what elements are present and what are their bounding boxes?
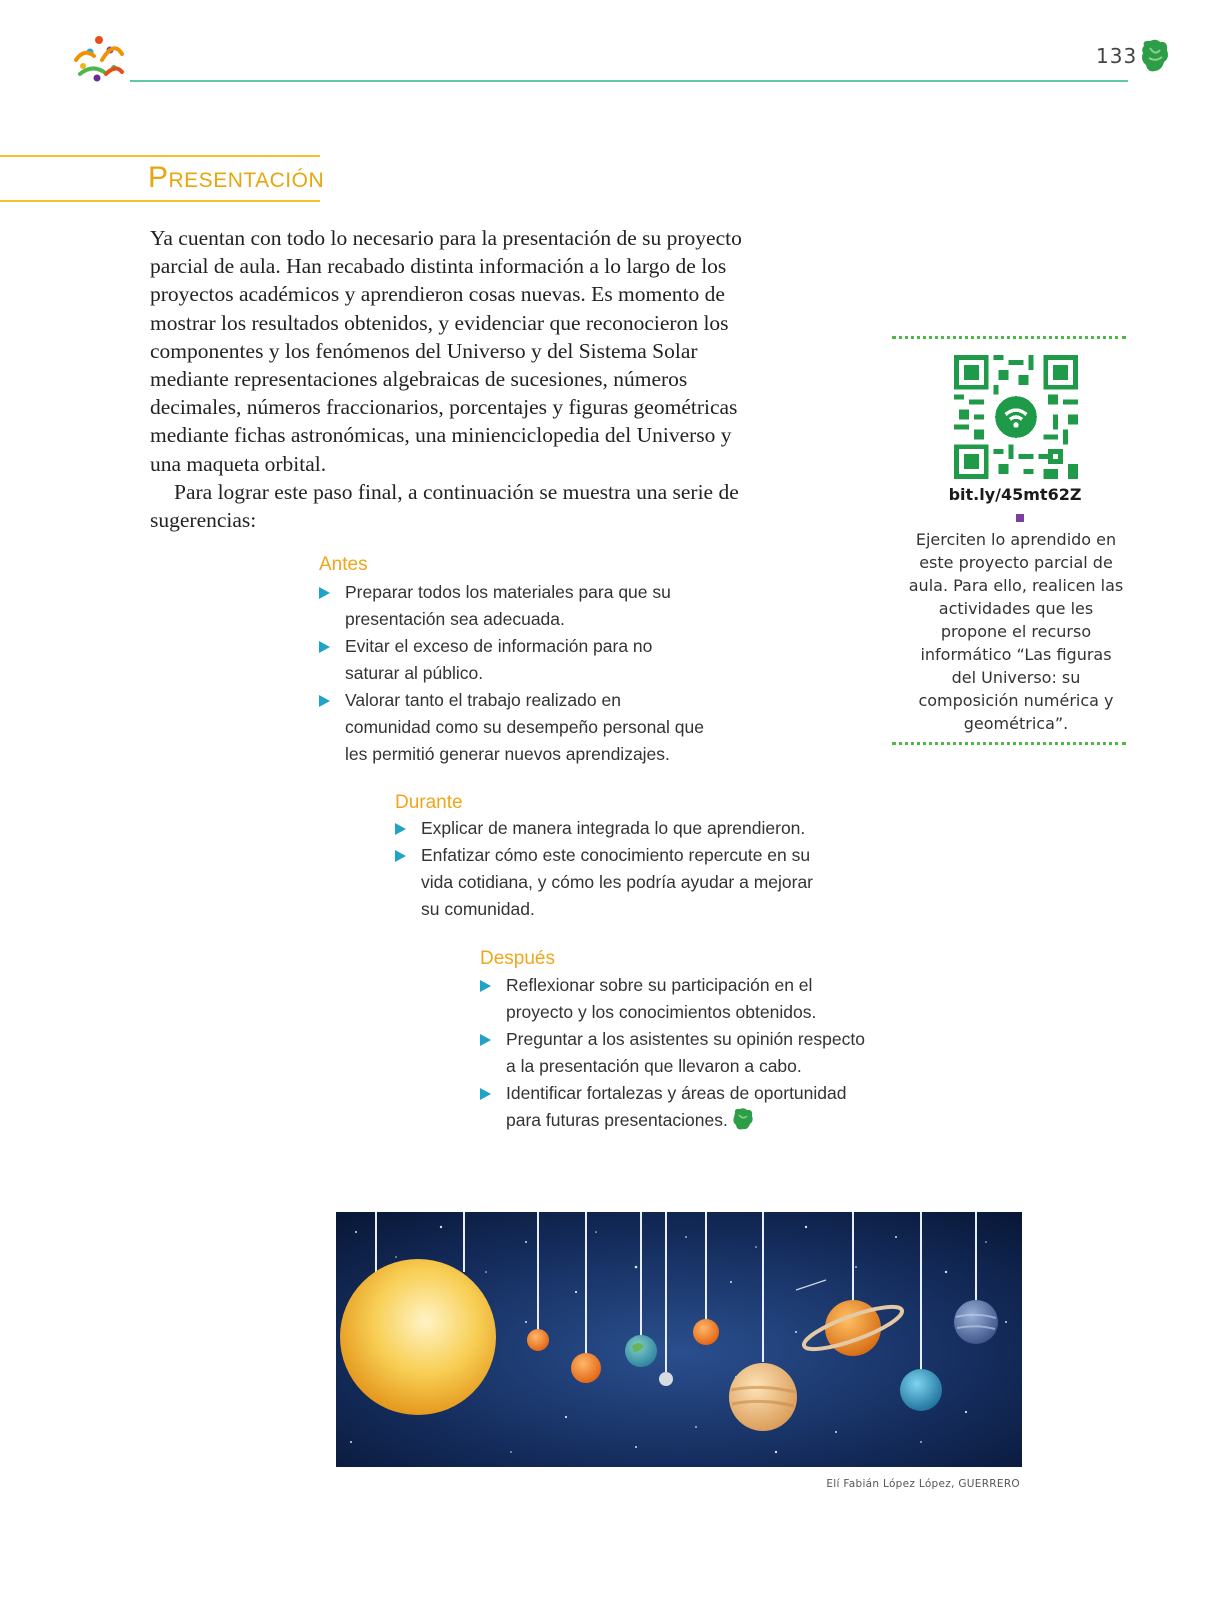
qr-code[interactable] — [954, 355, 1078, 479]
section-title: Presentación — [148, 161, 325, 194]
sidebar-divider-top — [892, 336, 1126, 339]
triangle-bullet-icon — [395, 823, 406, 835]
triangle-bullet-icon — [480, 1088, 491, 1100]
triangle-bullet-icon — [319, 587, 330, 599]
list-item-text: Preguntar a los asistentes su opinión respecto a la presentación que llevaron a cabo. — [506, 1029, 865, 1076]
antes-list — [317, 579, 707, 768]
logo-icon — [70, 30, 128, 86]
section-end-leaf-icon — [732, 1107, 754, 1131]
triangle-bullet-icon — [480, 1034, 491, 1046]
square-marker-icon — [1016, 514, 1024, 522]
sidebar-divider-bottom — [892, 742, 1126, 745]
list-item — [317, 579, 707, 633]
antes-heading: Antes — [319, 554, 368, 575]
durante-heading: Durante — [395, 792, 463, 813]
intro-paragraph: Ya cuentan con todo lo necesario para la presentación de su proyecto parcial de aula. Han recabado distinta información a lo largo de los proyectos académicos y aprendieron cosas nuevas. Es momento de mostrar los resultados obtenidos, y evidenciar que reconocieron los componentes y los fenómenos del Universo y del Sistema Solar mediante representaciones algebraicas de sucesiones, números decimales, números fraccionarios, porcentajes y figuras geométricas mediante fichas astronómicas, una minienciclopedia del Universo y una maqueta orbital. — [150, 226, 742, 476]
list-item-text: Enfatizar cómo este conocimiento repercute en su vida cotidiana, y cómo les podría ayudar a mejorar su comunidad. — [421, 845, 814, 919]
list-item — [317, 633, 707, 687]
leaf-emblem-icon — [1140, 38, 1170, 74]
sidebar-text: Ejerciten lo aprendido en este proyecto parcial de aula. Para ello, realicen las actividades que les propone el recurso informático “Las figuras del Universo: su composición numérica y geométrica”. — [908, 530, 1124, 733]
triangle-bullet-icon — [319, 641, 330, 653]
triangle-bullet-icon — [480, 980, 491, 992]
list-item-text: Identificar fortalezas y áreas de oportunidad para futuras presentaciones. — [506, 1083, 847, 1130]
triangle-bullet-icon — [319, 695, 330, 707]
list-item — [478, 1026, 878, 1080]
list-item — [317, 687, 707, 768]
list-item-text: Evitar el exceso de información para no saturar al público. — [345, 636, 653, 683]
solar-system-illustration — [336, 1212, 1022, 1467]
list-item-text: Reflexionar sobre su participación en el proyecto y los conocimientos obtenidos. — [506, 975, 817, 1022]
despues-heading: Después — [480, 948, 555, 969]
list-item — [478, 972, 878, 1026]
intro-paragraph: Para lograr este paso final, a continuación se muestra una serie de sugerencias: — [150, 480, 739, 533]
header-rule — [130, 80, 1128, 82]
list-item-text: Valorar tanto el trabajo realizado en comunidad como su desempeño personal que les permitió generar nuevos aprendizajes. — [345, 690, 704, 764]
durante-list — [393, 815, 833, 923]
short-link[interactable]: bit.ly/45mt62Z — [948, 485, 1082, 504]
title-rule-top — [0, 155, 320, 157]
despues-list — [478, 972, 878, 1134]
title-rule-bottom — [0, 200, 320, 202]
page-number: 133 — [1096, 44, 1138, 68]
image-credit: Elí Fabián López López, GUERRERO — [826, 1478, 1020, 1490]
list-item — [478, 1080, 878, 1134]
list-item — [393, 815, 833, 842]
list-item-text: Preparar todos los materiales para que su presentación sea adecuada. — [345, 582, 671, 629]
triangle-bullet-icon — [395, 850, 406, 862]
list-item-text: Explicar de manera integrada lo que aprendieron. — [421, 818, 806, 838]
list-item — [393, 842, 833, 923]
